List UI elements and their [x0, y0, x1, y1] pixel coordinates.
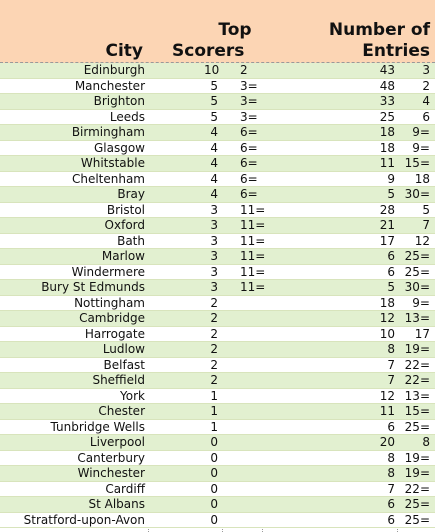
top-scorers-cell[interactable]: 5 [210, 109, 218, 124]
table-row [0, 125, 435, 141]
top-scorers-rank-cell[interactable]: 11= [240, 280, 266, 294]
entries-cell[interactable]: 11 [379, 404, 395, 418]
city-cell[interactable]: Harrogate [84, 326, 145, 341]
entries-rank-cell[interactable]: 19= [404, 450, 430, 465]
top-scorers-cell[interactable]: 2 [210, 357, 218, 372]
table-row [0, 280, 435, 296]
entries-cell[interactable]: 43 [379, 63, 395, 77]
entries-cell[interactable]: 25 [379, 109, 395, 124]
top-scorers-cell[interactable]: 4 [210, 140, 218, 155]
table-row [0, 311, 435, 327]
entries-rank-cell[interactable]: 6 [422, 109, 430, 124]
entries-rank-cell[interactable]: 8 [422, 435, 430, 449]
entries-cell[interactable]: 12 [379, 388, 395, 403]
entries-rank-cell[interactable]: 25= [404, 264, 430, 279]
table-row [0, 482, 435, 498]
top-scorers-cell[interactable]: 3 [210, 249, 218, 263]
table-row [0, 110, 435, 126]
top-scorers-cell[interactable]: 2 [210, 295, 218, 310]
entries-rank-cell[interactable]: 19= [404, 342, 430, 356]
table-row [0, 342, 435, 358]
top-scorers-rank-cell[interactable]: 6= [240, 187, 258, 201]
entries-cell[interactable]: 17 [379, 233, 395, 248]
entries-rank-cell[interactable]: 12 [414, 233, 430, 248]
city-cell[interactable]: Cambridge [79, 311, 145, 325]
top-scorers-cell[interactable]: 1 [210, 388, 218, 403]
table-row [0, 420, 435, 436]
top-scorers-rank-cell[interactable] [240, 296, 270, 312]
top-scorers-rank-cell[interactable] [240, 435, 270, 451]
top-scorers-cell[interactable]: 3 [210, 218, 218, 232]
entries-rank-cell[interactable]: 2 [422, 78, 430, 93]
city-cell[interactable]: Canterbury [77, 450, 145, 465]
top-scorers-cell[interactable]: 2 [210, 373, 218, 387]
table-row [0, 451, 435, 467]
header-top[interactable]: Top [218, 20, 252, 40]
entries-rank-cell[interactable]: 7 [422, 218, 430, 232]
city-cell[interactable]: Leeds [109, 109, 145, 124]
top-scorers-cell[interactable]: 2 [210, 311, 218, 325]
city-cell[interactable]: Bury St Edmunds [41, 280, 145, 294]
top-scorers-cell[interactable]: 1 [210, 404, 218, 418]
city-cell[interactable]: Chester [98, 404, 145, 418]
entries-rank-cell[interactable]: 22= [404, 357, 430, 372]
top-scorers-rank-cell[interactable]: 2 [240, 63, 248, 77]
table-row [0, 63, 435, 79]
top-scorers-rank-cell[interactable] [240, 327, 270, 343]
top-scorers-rank-cell[interactable]: 11= [240, 264, 266, 279]
header-scorers[interactable]: Scorers [172, 41, 245, 61]
entries-cell[interactable]: 12 [379, 311, 395, 325]
entries-cell[interactable]: 18 [379, 140, 395, 155]
top-scorers-rank-cell[interactable]: 11= [240, 202, 266, 217]
entries-rank-cell[interactable]: 30= [404, 280, 430, 294]
entries-cell[interactable]: 18 [379, 125, 395, 139]
table-row [0, 187, 435, 203]
table-header [0, 0, 435, 63]
table-row [0, 249, 435, 265]
table-row [0, 265, 435, 281]
top-scorers-rank-cell[interactable] [240, 451, 270, 467]
top-scorers-cell[interactable]: 3 [210, 264, 218, 279]
entries-cell[interactable]: 18 [379, 295, 395, 310]
top-scorers-cell[interactable]: 10 [204, 63, 220, 77]
table-row [0, 79, 435, 95]
city-cell[interactable]: Ludlow [102, 342, 145, 356]
top-scorers-rank-cell[interactable]: 11= [240, 249, 266, 263]
entries-cell[interactable]: 9 [387, 171, 395, 186]
table-row [0, 435, 435, 451]
city-cell[interactable]: St Albans [88, 497, 145, 511]
entries-rank-cell[interactable]: 9= [412, 140, 430, 155]
top-scorers-rank-cell[interactable]: 6= [240, 156, 258, 170]
table-body [0, 63, 435, 528]
entries-rank-cell[interactable]: 5 [422, 202, 430, 217]
top-scorers-rank-cell[interactable] [240, 311, 270, 327]
entries-rank-cell[interactable]: 9= [412, 125, 430, 139]
table-row [0, 156, 435, 172]
entries-rank-cell[interactable]: 22= [404, 481, 430, 496]
top-scorers-cell[interactable]: 0 [210, 481, 218, 496]
entries-cell[interactable]: 8 [387, 342, 395, 356]
entries-cell[interactable]: 6 [387, 512, 395, 527]
entries-cell[interactable]: 20 [379, 435, 395, 449]
entries-rank-cell[interactable]: 13= [404, 388, 430, 403]
entries-rank-cell[interactable]: 18 [414, 171, 430, 186]
entries-cell[interactable]: 7 [387, 373, 395, 387]
entries-cell[interactable]: 5 [387, 280, 395, 294]
top-scorers-cell[interactable]: 5 [210, 94, 218, 108]
top-scorers-rank-cell[interactable]: 6= [240, 140, 258, 155]
entries-rank-cell[interactable]: 17 [414, 326, 430, 341]
city-cell[interactable]: Windermere [71, 264, 145, 279]
entries-rank-cell[interactable]: 9= [412, 295, 430, 310]
top-scorers-cell[interactable]: 0 [210, 512, 218, 527]
top-scorers-rank-cell[interactable] [240, 404, 270, 420]
table-row [0, 389, 435, 405]
table-row [0, 327, 435, 343]
entries-cell[interactable]: 7 [387, 357, 395, 372]
top-scorers-rank-cell[interactable]: 11= [240, 233, 266, 248]
city-cell[interactable]: Winchester [77, 466, 145, 480]
table-row [0, 404, 435, 420]
top-scorers-cell[interactable]: 0 [210, 466, 218, 480]
entries-rank-cell[interactable]: 4 [422, 94, 430, 108]
table-row [0, 497, 435, 513]
entries-rank-cell[interactable]: 25= [404, 249, 430, 263]
table-row [0, 466, 435, 482]
city-cell[interactable]: York [120, 388, 145, 403]
entries-cell[interactable]: 21 [379, 218, 395, 232]
table-row [0, 218, 435, 234]
top-scorers-rank-cell[interactable]: 6= [240, 171, 258, 186]
top-scorers-rank-cell[interactable]: 3= [240, 109, 258, 124]
top-scorers-rank-cell[interactable]: 6= [240, 125, 258, 139]
city-cell[interactable]: Whitstable [80, 156, 145, 170]
entries-cell[interactable]: 8 [387, 466, 395, 480]
entries-cell[interactable]: 6 [387, 249, 395, 263]
table-row [0, 234, 435, 250]
top-scorers-cell[interactable]: 5 [210, 78, 218, 93]
city-cell[interactable]: Edinburgh [83, 63, 145, 77]
top-scorers-rank-cell[interactable] [240, 513, 270, 529]
entries-cell[interactable]: 8 [387, 450, 395, 465]
city-cell[interactable]: Belfast [103, 357, 145, 372]
table-row [0, 373, 435, 389]
city-cell[interactable]: Birmingham [71, 125, 145, 139]
top-scorers-cell[interactable]: 0 [210, 450, 218, 465]
city-cell[interactable]: Liverpool [89, 435, 145, 449]
top-scorers-rank-cell[interactable] [240, 497, 270, 513]
entries-cell[interactable]: 33 [379, 94, 395, 108]
top-scorers-rank-cell[interactable] [240, 358, 270, 374]
city-cell[interactable]: Bristol [106, 202, 145, 217]
entries-rank-cell[interactable]: 25= [404, 512, 430, 527]
entries-rank-cell[interactable]: 13= [404, 311, 430, 325]
top-scorers-cell[interactable]: 4 [210, 125, 218, 139]
entries-rank-cell[interactable]: 22= [404, 373, 430, 387]
table-row [0, 296, 435, 312]
entries-rank-cell[interactable]: 30= [404, 187, 430, 201]
entries-cell[interactable]: 7 [387, 481, 395, 496]
city-cell[interactable]: Sheffield [92, 373, 145, 387]
table-row [0, 141, 435, 157]
header-number-of[interactable]: Number of [328, 20, 430, 40]
top-scorers-cell[interactable]: 3 [210, 233, 218, 248]
top-scorers-cell[interactable]: 0 [210, 435, 218, 449]
table-row [0, 203, 435, 219]
city-cell[interactable]: Manchester [74, 78, 145, 93]
entries-cell[interactable]: 28 [379, 202, 395, 217]
entries-rank-cell[interactable]: 25= [404, 419, 430, 434]
top-scorers-rank-cell[interactable] [240, 373, 270, 389]
city-cell[interactable]: Cheltenham [71, 171, 145, 186]
top-scorers-rank-cell[interactable]: 11= [240, 218, 266, 232]
top-scorers-cell[interactable]: 3 [210, 202, 218, 217]
entries-cell[interactable]: 6 [387, 419, 395, 434]
top-scorers-rank-cell[interactable] [240, 482, 270, 498]
table-row [0, 513, 435, 529]
entries-cell[interactable]: 11 [379, 156, 395, 170]
table-row [0, 94, 435, 110]
top-scorers-cell[interactable]: 1 [210, 419, 218, 434]
entries-cell[interactable]: 6 [387, 264, 395, 279]
top-scorers-rank-cell[interactable] [240, 389, 270, 405]
header-entries[interactable]: Entries [362, 41, 430, 61]
top-scorers-rank-cell[interactable]: 3= [240, 94, 258, 108]
city-cell[interactable]: Glasgow [93, 140, 145, 155]
entries-cell[interactable]: 5 [387, 187, 395, 201]
entries-cell[interactable]: 10 [379, 326, 395, 341]
entries-rank-cell[interactable]: 25= [404, 497, 430, 511]
city-cell[interactable]: Tunbridge Wells [50, 419, 145, 434]
city-cell[interactable]: Cardiff [105, 481, 145, 496]
top-scorers-rank-cell[interactable]: 3= [240, 78, 258, 93]
table-row [0, 172, 435, 188]
top-scorers-cell[interactable]: 4 [210, 156, 218, 170]
entries-cell[interactable]: 48 [379, 78, 395, 93]
top-scorers-rank-cell[interactable] [240, 466, 270, 482]
top-scorers-cell[interactable]: 2 [210, 342, 218, 356]
city-cell[interactable]: Brighton [93, 94, 145, 108]
city-cell[interactable]: Bray [117, 187, 145, 201]
city-cell[interactable]: Bath [117, 233, 145, 248]
city-cell[interactable]: Marlow [101, 249, 145, 263]
entries-rank-cell[interactable]: 15= [404, 404, 430, 418]
top-scorers-cell[interactable]: 0 [210, 497, 218, 511]
top-scorers-cell[interactable]: 2 [210, 326, 218, 341]
header-city[interactable]: City [105, 41, 143, 61]
entries-rank-cell[interactable]: 19= [404, 466, 430, 480]
top-scorers-cell[interactable]: 4 [210, 187, 218, 201]
entries-rank-cell[interactable]: 15= [404, 156, 430, 170]
top-scorers-rank-cell[interactable] [240, 420, 270, 436]
entries-rank-cell[interactable]: 3 [422, 63, 430, 77]
city-cell[interactable]: Nottingham [74, 295, 145, 310]
city-cell[interactable]: Stratford-upon-Avon [23, 512, 145, 527]
top-scorers-rank-cell[interactable] [240, 342, 270, 358]
city-cell[interactable]: Oxford [104, 218, 145, 232]
top-scorers-cell[interactable]: 4 [210, 171, 218, 186]
table-row [0, 358, 435, 374]
top-scorers-cell[interactable]: 3 [210, 280, 218, 294]
entries-cell[interactable]: 6 [387, 497, 395, 511]
